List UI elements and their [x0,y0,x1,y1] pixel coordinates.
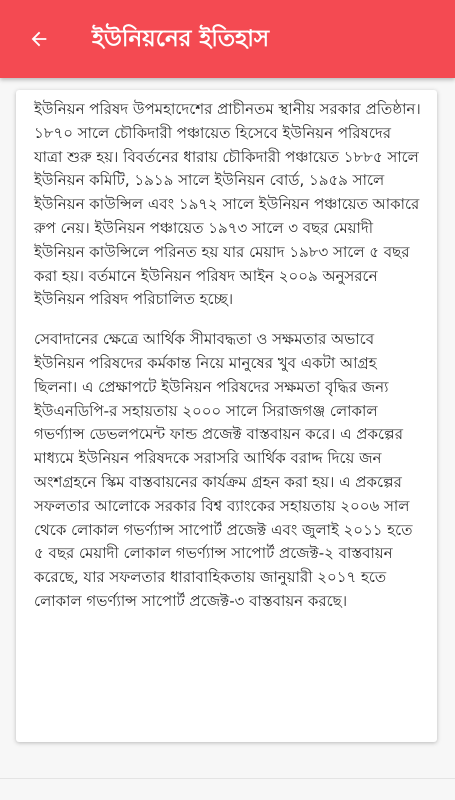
history-card [16,90,437,742]
history-paragraph-2: সেবাদানের ক্ষেত্রে আর্থিক সীমাবদ্ধতা ও সক্ষমতার অভাবে ইউনিয়ন পরিষদের কর্মকান্ত নিয়ে মানুষের খুব একটা আগ্রহ ছিলনা। এ প্রেক্ষাপটে ইউনিয়ন পরিষদের সক্ষমতা বৃদ্ধির জন্য ইউএনডিপি-র সহায়তায় ২০০০ সালে সিরাজগঞ্জ লোকাল গভর্ণ্যান্স ডেভলপমেন্ট ফান্ড প্রজেক্ট বাস্তবায়ন করে। এ প্রকল্পের মাধ্যমে ইউনিয়ন পরিষদকে সরাসরি আর্থিক বরাদ্দ দিয়ে জন অংশগ্রহনে স্কিম বাস্তবায়নের কার্যক্রম গ্রহন করা হয়। এ প্রকল্পের সফলতার আলোকে সরকার বিশ্ব ব্যাংকের সহায়তায় ২০০৬ সাল থেকে লোকাল গভর্ণ্যান্স সাপোর্ট প্রজেক্ট এবং জুলাই ২০১১ হতে ৫ বছর মেয়াদী লোকাল গভর্ণ্যান্স সাপোর্ট প্রজেক্ট-২ বাস্তবায়ন করেছে, যার সফলতার ধারাবাহিকতায় জানুয়ারী ২০১৭ হতে লোকাল গভর্ণ্যান্স সাপোর্ট প্রজেক্ট-৩ বাস্তবায়ন করছে। [34,330,413,610]
arrow-left-icon [28,28,50,50]
bottom-divider [0,778,455,779]
history-paragraph-1: ইউনিয়ন পরিষদ উপমহাদেশের প্রাচীনতম স্থানীয় সরকার প্রতিষ্ঠান। ১৮৭০ সালে চৌকিদারী পঞ্চায়েত হিসেবে ইউনিয়ন পরিষদের যাত্রা শুরু হয়। বিবর্তনের ধারায় চৌকিদারী পঞ্চায়েত ১৮৮৫ সালে ইউনিয়ন কমিটি, ১৯১৯ সালে ইউনিয়ন বোর্ড, ১৯৫৯ সালে ইউনিয়ন কাউন্সিল এবং ১৯৭২ সালে ইউনিয়ন পঞ্চায়েত আকারে রুপ নেয়। ইউনিয়ন পঞ্চায়েত ১৯৭৩ সালে ৩ বছর মেয়াদী ইউনিয়ন কাউন্সিলে পরিনত হয় যার মেয়াদ ১৯৮৩ সালে ৫ বছর করা হয়। বর্তমানে ইউনিয়ন পরিষদ আইন ২০০৯ অনুসরনে ইউনিয়ন পরিষদ পরিচালিত হচ্ছে। [34,100,421,309]
app-bar [0,0,455,78]
page-title: ইউনিয়নের ইতিহাস [92,25,270,52]
back-button[interactable] [22,22,56,56]
